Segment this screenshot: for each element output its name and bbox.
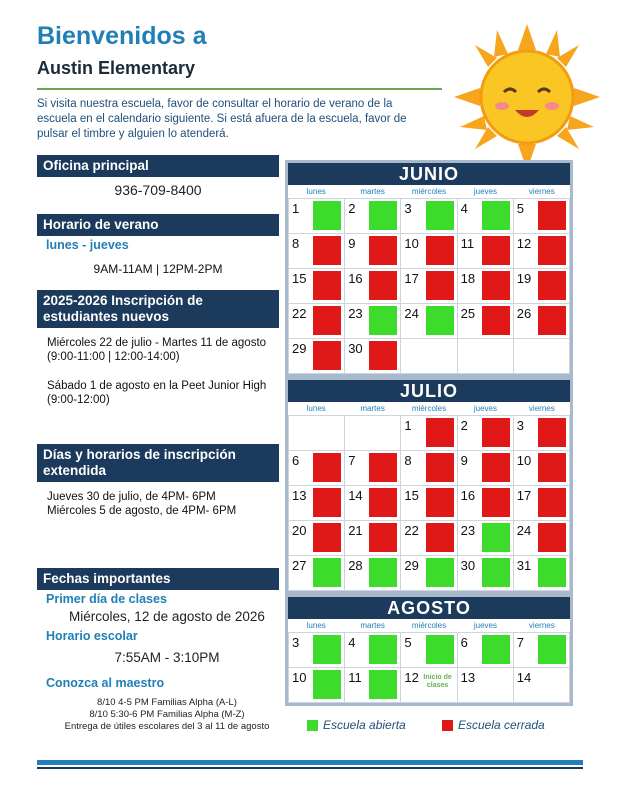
first-day-note: Inicio de clases [423,674,452,689]
day-number: 6 [460,635,468,650]
weekday-label: viernes [528,187,555,196]
open-day-marker [426,558,454,587]
day-number: 24 [404,306,419,321]
open-day-marker [538,558,566,587]
day-number: 5 [404,635,412,650]
registration-heading: 2025-2026 Inscripción de estudiantes nuevos [37,290,279,328]
weekday-label: martes [360,187,385,196]
calendar-grid [288,415,570,591]
legend-open-label: Escuela abierta [323,718,406,732]
closed-day-marker [369,523,397,552]
open-day-marker [369,670,397,699]
day-number: 21 [348,523,363,538]
day-number: 4 [348,635,356,650]
open-day-marker [482,635,510,664]
closed-day-marker [482,453,510,482]
calendar-day [401,199,456,233]
closed-day-marker [538,306,566,335]
weekday-label: lunes [306,621,326,630]
closed-day-marker [313,236,341,265]
calendar-month-title: AGOSTO [288,597,570,619]
closed-day-marker [426,523,454,552]
closed-day-marker [482,418,510,447]
open-day-marker [426,306,454,335]
day-number: 31 [516,558,532,573]
calendar-day [289,304,344,338]
calendar-day [514,304,569,338]
closed-day-marker [426,453,454,482]
calendar-day [401,234,456,268]
day-number: 13 [460,670,476,685]
meet-label: Conozca al maestro [46,676,165,690]
calendar-day [289,668,344,702]
legend-closed-label: Escuela cerrada [458,718,545,732]
legend-open [307,718,406,732]
closed-day-marker [482,236,510,265]
calendar-day [458,668,513,702]
weekday-label: miércoles [411,621,447,630]
closed-day-marker [538,453,566,482]
day-number: 24 [516,523,532,538]
calendar-day [458,521,513,555]
calendar-august [285,594,573,706]
weekday-label: miércoles [411,404,447,413]
calendar-day [401,556,456,590]
closed-day-marker [482,488,510,517]
closed-day-marker [538,201,566,230]
open-day-marker [482,201,510,230]
calendar-day [345,339,400,373]
calendar-day [514,521,569,555]
calendar-day [401,304,456,338]
summer-heading: Horario de verano [37,214,279,236]
closed-day-marker [313,488,341,517]
calendar-day [401,486,456,520]
day-number: 29 [404,558,419,573]
footer-line [37,767,583,769]
day-number: 11 [348,670,362,685]
calendar-day [458,304,513,338]
day-number: 17 [516,488,532,503]
closed-day-marker [482,306,510,335]
calendar-day [458,199,513,233]
day-number: 15 [292,271,307,286]
open-day-marker [426,635,454,664]
day-number: 7 [516,635,525,650]
calendar-day [514,269,569,303]
calendar-june [285,160,573,377]
calendar-grid [288,198,570,374]
calendar-day [289,556,344,590]
day-number: 25 [460,306,476,321]
weekday-label: lunes [306,187,326,196]
day-number: 12 [404,670,419,685]
day-number: 22 [292,306,307,321]
closed-day-marker [313,306,341,335]
calendar-day [345,451,400,485]
office-heading: Oficina principal [37,155,279,177]
weekday-row [288,619,570,632]
day-number: 20 [292,523,307,538]
day-number: 28 [348,558,363,573]
day-number: 1 [292,201,300,216]
open-day-marker [482,523,510,552]
registration-line-2: Sábado 1 de agosto en la Peet Junior High (9:00-12:00) [47,380,267,406]
calendar-day [345,633,400,667]
closed-day-marker [369,271,397,300]
open-day-marker [369,635,397,664]
day-number: 16 [460,488,476,503]
day-number: 3 [404,201,412,216]
open-day-marker [313,670,341,699]
day-number: 10 [292,670,307,685]
schedule-value: 7:55AM - 3:10PM [114,650,220,665]
calendar-day [289,521,344,555]
first-day-value: Miércoles, 12 de agosto de 2026 [69,609,265,624]
weekday-label: viernes [528,404,555,413]
open-day-marker [369,201,397,230]
calendar-day [458,269,513,303]
day-number: 12 [516,236,532,251]
calendar-day [345,668,400,702]
closed-day-marker [313,341,341,370]
weekday-label: jueves [473,621,497,630]
calendar-day [345,304,400,338]
calendar-day [458,416,513,450]
day-number: 9 [348,236,356,251]
calendar-day [345,234,400,268]
closed-day-marker [369,341,397,370]
day-number: 30 [460,558,476,573]
day-number: 8 [292,236,300,251]
calendar-day [514,199,569,233]
day-number: 7 [348,453,356,468]
calendar-grid [288,632,570,703]
day-number: 30 [348,341,363,356]
closed-day-marker [538,418,566,447]
closed-day-marker [426,271,454,300]
closed-day-marker [369,453,397,482]
day-number: 29 [292,341,307,356]
calendar-day [514,451,569,485]
calendar-day [345,199,400,233]
calendar-day [289,199,344,233]
calendar-day [514,668,569,702]
legend-closed [442,718,545,732]
closed-day-marker [538,523,566,552]
closed-day-marker [426,488,454,517]
meet-line-3: Entrega de útiles escolares del 3 al 11 de agosto [64,721,270,732]
calendar-day [401,339,456,373]
weekday-label: miércoles [411,187,447,196]
calendar-day [514,486,569,520]
calendar-day [458,339,513,373]
page-title: Bienvenidos a [37,22,207,50]
day-number: 3 [516,418,525,433]
calendar-day [514,339,569,373]
open-day-marker [482,558,510,587]
closed-day-marker [313,271,341,300]
calendar-day [401,451,456,485]
closed-day-marker [369,236,397,265]
weekday-row [288,402,570,415]
calendar-day [458,556,513,590]
divider [37,88,442,90]
day-number: 6 [292,453,300,468]
day-number: 4 [460,201,468,216]
calendar-day [401,269,456,303]
calendar-month-title: JULIO [288,380,570,402]
closed-day-marker [369,488,397,517]
weekday-label: lunes [306,404,326,413]
day-number: 1 [404,418,412,433]
meet-line-1: 8/10 4-5 PM Familias Alpha (A-L) [97,697,237,708]
calendar-day [401,633,456,667]
meet-line-2: 8/10 5:30-6 PM Familias Alpha (M-Z) [89,709,245,720]
closed-day-marker [538,488,566,517]
registration-line-1: Miércoles 22 de julio - Martes 11 de agosto (9:00-11:00 | 12:00-14:00) [47,337,267,363]
day-number: 26 [516,306,532,321]
day-number: 10 [516,453,532,468]
weekday-row [288,185,570,198]
calendar-day [345,416,400,450]
weekday-label: viernes [528,621,555,630]
footer-bar [37,760,583,765]
calendar-day [401,521,456,555]
day-number: 14 [348,488,363,503]
extended-heading: Días y horarios de inscripción extendida [37,444,279,482]
day-number: 23 [348,306,363,321]
day-number: 23 [460,523,476,538]
calendar-day [514,234,569,268]
calendar-day [289,451,344,485]
calendar-day [401,668,456,702]
day-number: 16 [348,271,363,286]
calendar-day [458,451,513,485]
extended-line-1: Jueves 30 de julio, de 4PM- 6PM [47,491,216,503]
schedule-label: Horario escolar [46,629,138,643]
closed-day-marker [313,523,341,552]
open-day-marker [313,558,341,587]
calendar-day [458,234,513,268]
day-number: 14 [516,670,532,685]
calendar-day [289,234,344,268]
weekday-label: jueves [473,187,497,196]
day-number: 18 [460,271,476,286]
calendar-month-title: JUNIO [288,163,570,185]
closed-day-marker [426,236,454,265]
closed-day-marker [313,453,341,482]
calendar-day [458,486,513,520]
calendar-day [401,416,456,450]
day-number: 3 [292,635,300,650]
weekday-label: martes [360,621,385,630]
day-number: 27 [292,558,307,573]
summer-hours: 9AM-11AM | 12PM-2PM [93,262,223,276]
day-number: 11 [460,236,475,251]
day-number: 8 [404,453,412,468]
day-number: 5 [516,201,525,216]
calendar-day [289,269,344,303]
open-day-marker [426,201,454,230]
calendar-day [289,339,344,373]
weekday-label: martes [360,404,385,413]
legend-open-swatch [307,720,318,731]
day-number: 19 [516,271,532,286]
calendar-day [289,633,344,667]
calendar-day [345,269,400,303]
calendar-day [514,556,569,590]
school-name: Austin Elementary [37,58,196,78]
closed-day-marker [426,418,454,447]
day-number: 2 [348,201,356,216]
day-number: 15 [404,488,419,503]
calendar-day [345,486,400,520]
calendar-day [458,633,513,667]
closed-day-marker [538,271,566,300]
open-day-marker [313,635,341,664]
calendar-day [289,486,344,520]
office-phone: 936-709-8400 [114,182,202,198]
day-number: 13 [292,488,307,503]
day-number: 22 [404,523,419,538]
meet-details [37,697,297,733]
day-number: 2 [460,418,468,433]
open-day-marker [538,635,566,664]
calendar-july [285,377,573,594]
first-day-label: Primer día de clases [46,592,167,606]
extended-line-2: Miércoles 5 de agosto, de 4PM- 6PM [47,505,237,517]
calendar-day [345,556,400,590]
intro-text: Si visita nuestra escuela, favor de consultar el horario de verano de la escuela en el calendario siguiente. Si está afuera de la escuela, favor de pulsar el timbre y alguien lo atenderá. [37,98,407,140]
calendar-day [289,416,344,450]
calendar-day [514,416,569,450]
calendar-day [345,521,400,555]
day-number: 10 [404,236,419,251]
sun-icon [452,22,602,172]
dates-heading: Fechas importantes [37,568,279,590]
day-number: 9 [460,453,468,468]
weekday-label: jueves [473,404,497,413]
open-day-marker [369,306,397,335]
legend-closed-swatch [442,720,453,731]
day-number: 17 [404,271,419,286]
closed-day-marker [482,271,510,300]
open-day-marker [369,558,397,587]
closed-day-marker [538,236,566,265]
calendar-day [514,633,569,667]
summer-days: lunes - jueves [46,238,129,252]
open-day-marker [313,201,341,230]
